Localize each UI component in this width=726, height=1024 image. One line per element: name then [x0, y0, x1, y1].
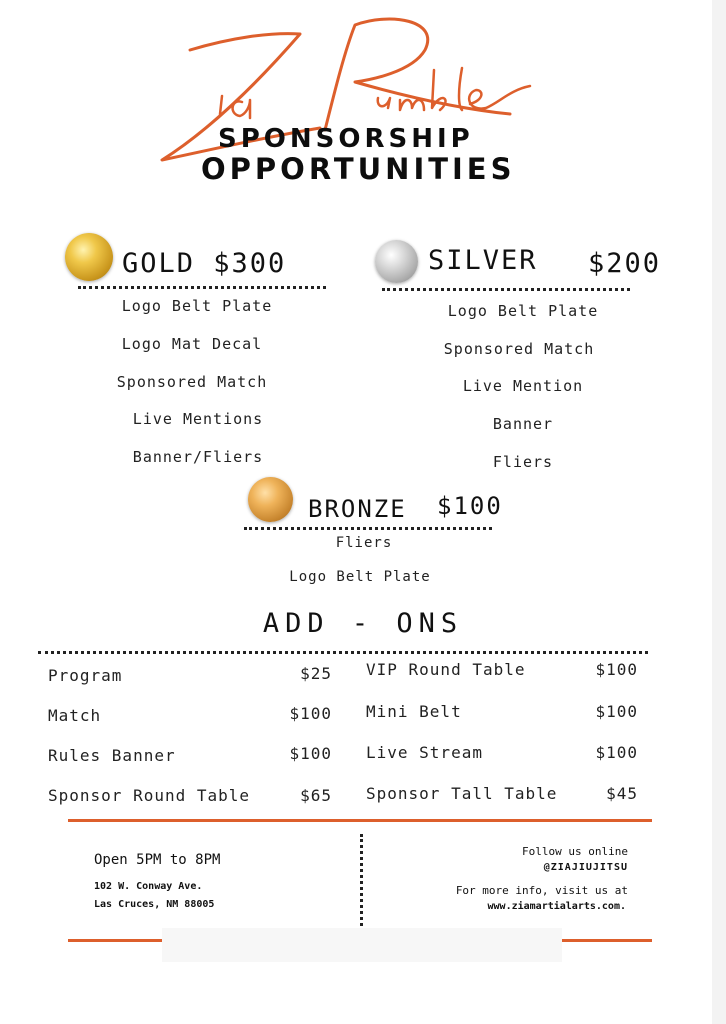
gold-tier-title: GOLD $300 — [122, 248, 287, 279]
follow-text: Follow us online — [522, 845, 628, 858]
footer-shade — [162, 928, 562, 962]
silver-item: Banner — [492, 415, 554, 433]
gold-item: Live Mentions — [132, 410, 264, 428]
gold-item: Logo Mat Decal — [121, 335, 263, 353]
website-link[interactable]: www.ziamartialarts.com. — [487, 901, 626, 912]
more-info-text: For more info, visit us at — [455, 884, 628, 897]
addon-price: $100 — [595, 743, 638, 762]
addon-name: Match — [48, 706, 102, 725]
bronze-divider — [244, 527, 492, 530]
silver-divider — [382, 288, 630, 291]
silver-item: Sponsored Match — [443, 340, 595, 358]
bronze-tier-price: $100 — [437, 492, 503, 520]
silver-medal-icon — [375, 240, 418, 283]
addon-name: Program — [48, 666, 123, 685]
addon-price: $45 — [606, 784, 638, 803]
addons-title: ADD - ONS — [262, 608, 464, 639]
gold-item: Sponsored Match — [116, 373, 268, 391]
addon-price: $65 — [300, 786, 332, 805]
address-line-1: 102 W. Conway Ave. — [94, 881, 203, 892]
bronze-item: Fliers — [335, 535, 393, 551]
page-edge — [712, 0, 726, 1024]
addon-name: Rules Banner — [48, 746, 176, 765]
addon-name: Mini Belt — [366, 702, 462, 721]
gold-medal-icon — [65, 233, 113, 281]
footer-divider — [360, 834, 363, 926]
event-hours: Open 5PM to 8PM — [94, 852, 221, 868]
addon-price: $100 — [289, 744, 332, 763]
bronze-item: Logo Belt Plate — [289, 569, 431, 585]
footer-top-rule — [68, 819, 652, 822]
gold-item: Banner/Fliers — [132, 448, 264, 466]
addon-price: $25 — [300, 664, 332, 683]
header-line-1: SPONSORSHIP — [218, 124, 474, 154]
silver-tier-price: $200 — [588, 248, 662, 279]
gold-item: Logo Belt Plate — [121, 297, 273, 315]
addon-name: Live Stream — [366, 743, 483, 762]
addon-price: $100 — [595, 702, 638, 721]
silver-item: Fliers — [492, 453, 554, 471]
addon-name: VIP Round Table — [366, 660, 526, 679]
silver-item: Logo Belt Plate — [447, 302, 599, 320]
addon-price: $100 — [289, 704, 332, 723]
addons-divider — [38, 651, 648, 654]
addon-name: Sponsor Round Table — [48, 786, 251, 805]
bronze-tier-title: BRONZE — [308, 495, 407, 523]
addon-name: Sponsor Tall Table — [366, 784, 558, 803]
address-line-2: Las Cruces, NM 88005 — [94, 899, 215, 910]
header-line-2: OPPORTUNITIES — [201, 152, 516, 186]
silver-item: Live Mention — [462, 377, 584, 395]
silver-tier-title: SILVER — [428, 245, 538, 276]
social-handle[interactable]: @ZIAJIUJITSU — [543, 862, 628, 873]
bronze-medal-icon — [248, 477, 293, 522]
gold-divider — [78, 286, 326, 289]
addon-price: $100 — [595, 660, 638, 679]
